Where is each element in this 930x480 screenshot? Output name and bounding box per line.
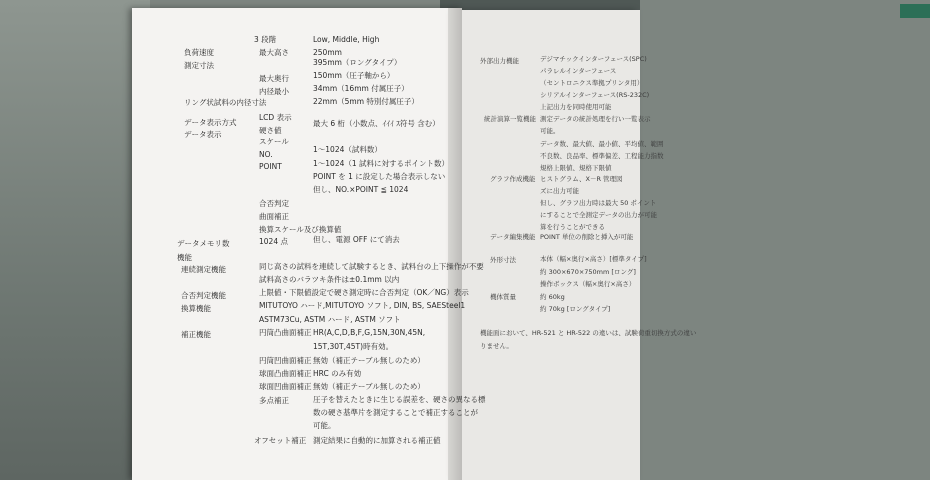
left-text-line: 連続測定機能 — [181, 265, 226, 274]
left-text-line: 同じ高さの試料を連続して試験するとき、試料台の上下操作が不要 — [259, 262, 484, 271]
left-text-line: 1024 点 — [259, 237, 288, 246]
right-text-line: 外形寸法 — [490, 256, 516, 264]
right-text-line: データ数、最大値、最小値、平均値、範囲 — [540, 140, 664, 148]
left-text-line: 圧子を替えたときに生じる誤差を、硬さの異なる標 — [313, 395, 486, 404]
left-text-line: 最大高さ — [259, 48, 289, 57]
right-text-line: 本体（幅×奥行×高さ）[標準タイプ] — [540, 255, 647, 263]
left-text-line: 可能。 — [313, 421, 336, 430]
right-text-line: 約 60kg — [540, 293, 565, 301]
right-text-line: 測定データの統計処理を行い一覧表示 — [540, 115, 651, 123]
left-text-line: HR(A,C,D,B,F,G,15N,30N,45N, — [313, 328, 426, 337]
right-text-line: 外部出力機能 — [480, 57, 519, 65]
left-text-line: 合否判定機能 — [181, 291, 226, 300]
right-text-line: 約 300×670×750mm [ロング] — [540, 268, 636, 276]
right-text-line: 機体質量 — [490, 293, 516, 301]
left-text-line: スケール — [259, 137, 289, 146]
left-text-line: 曲面補正 — [259, 212, 289, 221]
right-text-line: 上記出力を同時使用可能 — [540, 103, 612, 111]
right-text-line: りません。 — [480, 342, 513, 350]
left-text-line: 150mm（圧子軸から） — [313, 71, 395, 80]
left-text-line: 22mm（5mm 特別付属圧子） — [313, 97, 419, 106]
left-text-line: 1～1024（試料数） — [313, 145, 382, 154]
right-text-line: グラフ作成機能 — [490, 175, 536, 183]
right-text-line: シリアルインターフェース(RS-232C) — [540, 91, 650, 99]
left-text-line: 34mm（16mm 付属圧子） — [313, 84, 409, 93]
left-text-line: 内径最小 — [259, 87, 289, 96]
right-text-line: 操作ボックス（幅×奥行×高さ） — [540, 280, 636, 288]
right-text-line: 規格上限値、規格下限値 — [540, 164, 612, 172]
left-text-line: 測定結果に自動的に加算される補正値 — [313, 436, 441, 445]
left-text-line: 上限値・下限値設定で硬さ測定時に合否判定（OK／NG）表示 — [259, 288, 469, 297]
right-text-line: 不良数、良品率、標準偏差、工程能力指数 — [540, 152, 664, 160]
right-text-line: データ編集機能 — [490, 233, 536, 241]
left-text-line: 測定寸法 — [184, 61, 214, 70]
right-text-line: デジマチックインターフェース(SPC) — [540, 55, 647, 63]
right-text-line: 統計演算一覧機能 — [484, 115, 536, 123]
left-text-line: 硬さ値 — [259, 126, 282, 135]
right-text-line: 可能。 — [540, 127, 560, 135]
left-text-line: 15T,30T,45T)時有効。 — [313, 342, 394, 351]
left-text-line: データ表示方式 — [184, 118, 237, 127]
left-text-line: 最大奥行 — [259, 74, 289, 83]
left-text-line: MITUTOYO ハード,MITUTOYO ソフト, DIN, BS, SAESteel1 — [259, 301, 466, 310]
left-text-line: 球面凸曲面補正 — [259, 369, 312, 378]
left-text-line: リング状試料の内径寸法 — [184, 98, 267, 107]
left-text-line: 機能 — [177, 253, 192, 262]
right-text-line: （セントロニクス準拠プリンタ用） — [540, 79, 644, 87]
right-text-line: 機能面において、HR-521 と HR-522 の違いは、試験荷重切換方式の違い — [480, 329, 697, 337]
left-text-line: 無効（補正テーブル無しのため） — [313, 382, 425, 391]
left-text-line: 3 段階 — [254, 35, 277, 44]
right-text-line: 但し、グラフ出力時は最大 50 ポイント — [540, 199, 657, 207]
left-text-line: データメモリ数 — [177, 239, 230, 248]
left-text-line: 負荷速度 — [184, 48, 214, 57]
left-text-line: データ表示 — [184, 130, 222, 139]
left-text-line: NO. — [259, 150, 273, 159]
right-text-line: 算を行うことができる — [540, 223, 605, 231]
left-text-line: オフセット補正 — [254, 436, 307, 445]
left-text-line: 換算スケール及び換算値 — [259, 225, 342, 234]
right-text-line: ズに出力可能 — [540, 187, 579, 195]
left-text-line: 無効（補正テーブル無しのため） — [313, 356, 425, 365]
right-text-line: にすることで全測定データの出力が可能 — [540, 211, 657, 219]
background-left — [0, 0, 150, 480]
left-text-line: Low, Middle, High — [313, 35, 380, 44]
left-text-line: 換算機能 — [181, 304, 211, 313]
right-text-line: 約 70kg [ロングタイプ] — [540, 305, 611, 313]
left-text-line: ASTM73Cu, ASTM ハード, ASTM ソフト — [259, 315, 401, 324]
left-text-line: 395mm（ロングタイプ） — [313, 58, 402, 67]
left-text-line: 多点補正 — [259, 396, 289, 405]
right-text-line: パラレルインターフェース — [540, 67, 617, 75]
background-strip — [900, 4, 930, 18]
left-text-line: 球面凹曲面補正 — [259, 382, 312, 391]
left-text-line: 数の硬さ基準片を測定することで補正することが — [313, 408, 478, 417]
left-text-line: 補正機能 — [181, 330, 211, 339]
left-text-line: 1～1024（1 試料に対するポイント数） — [313, 159, 450, 168]
left-text-line: 但し、NO.×POINT ≦ 1024 — [313, 185, 409, 194]
left-text-line: HRC のみ有効 — [313, 369, 362, 378]
left-text-line: 最大 6 桁（小数点、ｲｲｲ ｽ符号 含む） — [313, 119, 440, 128]
left-text-line: 但し、電源 OFF にて消去 — [313, 235, 400, 244]
right-text-line: ヒストグラム、X－R 管理図 — [540, 175, 623, 183]
left-text-line: POINT — [259, 162, 282, 171]
left-text-line: 円筒凹曲面補正 — [259, 356, 312, 365]
left-text-line: 合否判定 — [259, 199, 289, 208]
left-text-line: 試料高さのバラツキ条件は±0.1mm 以内 — [259, 275, 400, 284]
left-text-line: LCD 表示 — [259, 113, 292, 122]
right-text-line: POINT 単位の削除と挿入が可能 — [540, 233, 634, 241]
left-text-line: POINT を 1 に設定した場合表示しない — [313, 172, 446, 181]
left-text-line: 円筒凸曲面補正 — [259, 328, 312, 337]
left-text-line: 250mm — [313, 48, 342, 57]
